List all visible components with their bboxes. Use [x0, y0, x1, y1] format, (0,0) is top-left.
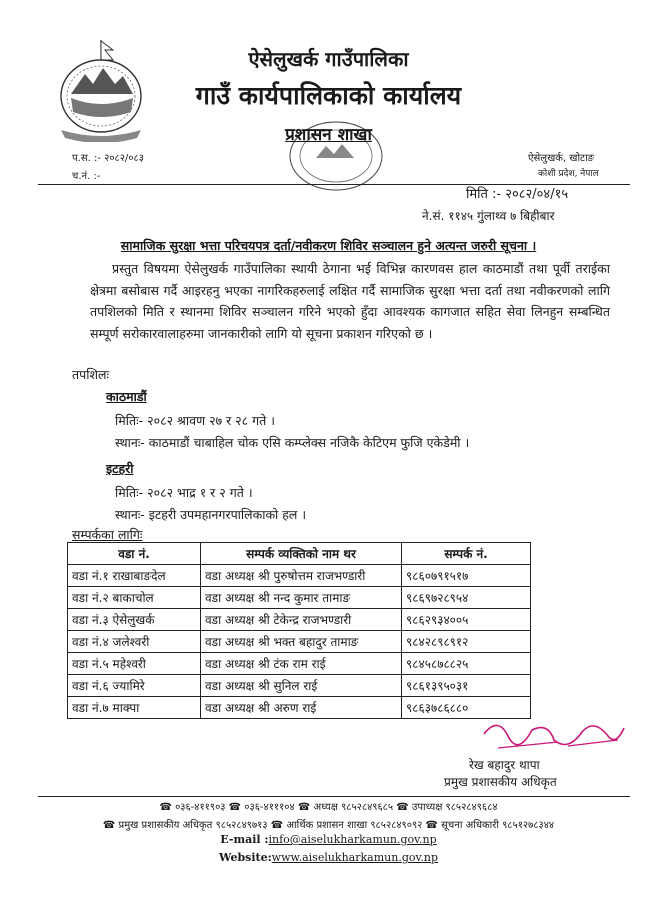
column-header-ward: वडा नं.: [68, 543, 201, 565]
ward-cell: वडा नं.५ महेश्वरी: [68, 653, 201, 675]
signatory-title: प्रमुख प्रशासकीय अधिकृत: [444, 775, 557, 789]
signatory-name: रेख बहादुर थापा: [469, 758, 540, 772]
location-1-date: मितिः- २०८२ श्रावण २७ र २८ गते ।: [115, 413, 276, 428]
person-cell: वडा अध्यक्ष श्री पुरुषोत्तम राजभण्डारी: [201, 565, 402, 587]
person-cell: वडा अध्यक्ष श्री नन्द कुमार तामाङ: [201, 587, 402, 609]
person-cell: वडा अध्यक्ष श्री भक्त बहादुर तामाङ: [201, 631, 402, 653]
ward-cell: वडा नं.३ ऐसेलुखर्क: [68, 609, 201, 631]
table-row: [68, 631, 531, 653]
table-row: [68, 653, 531, 675]
phone-cell: ९८४२८९८९१२: [402, 631, 531, 653]
email-label: E-mail :: [220, 833, 269, 846]
nepal-sambat-date: ने.सं. ११४५ गुंलाथ्व ७ बिहीबार: [422, 209, 555, 223]
notice-subject: [0, 237, 657, 254]
municipality-name: ऐसेलुखर्क गाउँपालिका: [248, 47, 409, 71]
phone-cell: ९८४५८७८८२५: [402, 653, 531, 675]
branch-name: प्रशासन शाखा: [285, 125, 372, 145]
body-text: प्रस्तुत विषयमा ऐसेलुखर्क गाउँपालिका स्थायी ठेगाना भई विभिन्न कारणवस हाल काठमाडौं तथा पूर्वी तराईका क्षेत्रमा बसोबास गर्दै आइरहनु भएका नागरिकहरुलाई लक्षित गर्दै सामाजिक सुरक्षा भत्ता दर्ता तथा नवीकरणको लागि तपशिलको मिति र स्थानमा शिविर सञ्चालन गरिने भएको हुँदा आवश्यक कागजात सहित सेवा लिनहुन सम्बन्धित सम्पूर्ण सरोकारवालाहरुमा जानकारीको लागि यो सूचना प्रकाशन गरिएको छ ।: [90, 261, 610, 341]
subject-text: सामाजिक सुरक्षा भत्ता परिचयपत्र दर्ता/नवीकरण शिविर सञ्चालन हुने अत्यन्त जरुरी सूचना ।: [120, 238, 537, 253]
ward-cell: वडा नं.४ जलेश्वरी: [68, 631, 201, 653]
phone-cell: ९८६९७२८९५४: [402, 587, 531, 609]
ward-cell: वडा नं.१ राखाबाङदेल: [68, 565, 201, 587]
person-cell: वडा अध्यक्ष श्री सुनिल राई: [201, 675, 402, 697]
ward-cell: वडा नं.७ माक्पा: [68, 697, 201, 719]
website-link[interactable]: www.aiselukharkamun.gov.np: [271, 851, 439, 864]
table-row: [68, 675, 531, 697]
table-header-row: [68, 543, 531, 565]
footer-email: [0, 833, 657, 846]
table-row: [68, 587, 531, 609]
table-row: [68, 565, 531, 587]
table-row: [68, 697, 531, 719]
document-date: मिति :- २०८२/०४/१५: [466, 187, 569, 202]
phone-cell: ९८६०७९१५१७: [402, 565, 531, 587]
phone-cell: ९८६१३९५०३१: [402, 675, 531, 697]
office-name: गाउँ कार्यपालिकाको कार्यालय: [195, 81, 462, 110]
column-header-contact-number: सम्पर्क नं.: [402, 543, 531, 565]
ward-cell: वडा नं.२ बाकाचोल: [68, 587, 201, 609]
details-label: तपशिलः: [72, 367, 109, 382]
website-label: Website:: [218, 851, 272, 864]
contact-label: सम्पर्कका लागिः: [72, 527, 143, 542]
contact-table: [67, 542, 531, 719]
notice-body: [90, 258, 610, 344]
email-link[interactable]: info@aiselukharkamun.gov.np: [268, 833, 437, 846]
location-2-place: स्थानः- इटहरी उपमहानगरपालिकाको हल ।: [115, 507, 307, 522]
footer-website: [0, 851, 657, 864]
footer-divider: [38, 796, 630, 797]
phone-cell: ९८६२९३४००५: [402, 609, 531, 631]
ward-cell: वडा नं.६ ज्यामिरे: [68, 675, 201, 697]
dispatch-number: च.नं. :-: [72, 171, 101, 182]
person-cell: वडा अध्यक्ष श्री टंक राम राई: [201, 653, 402, 675]
location-2-name: इटहरी: [106, 461, 134, 476]
column-header-contact-person: सम्पर्क व्यक्तिको नाम थर: [201, 543, 402, 565]
phone-cell: ९८६३७८६८८०: [402, 697, 531, 719]
person-cell: वडा अध्यक्ष श्री अरुण राई: [201, 697, 402, 719]
address-line-1: ऐसेलुखर्क, खोटाङ: [528, 153, 595, 164]
location-1-name: काठमाडौं: [106, 389, 147, 404]
location-1-place: स्थानः- काठमाडौं चाबाहिल चोक एसि कम्प्लेक्स नजिकै केटिएम फुजि एकेडेमी ।: [115, 435, 470, 450]
reference-number: प.स. :- २०८२/०८३: [72, 153, 144, 164]
footer-phones-1: ☎ ०३६-४११९०३ ☎ ०३६-४१११०४ ☎ अध्यक्ष ९८५२८४९६८५ ☎ उपाध्यक्ष ९८५२८४९६८४: [159, 802, 498, 813]
location-2-date: मितिः- २०८२ भाद्र १ र २ गते ।: [115, 485, 253, 500]
handwritten-signature: [478, 712, 628, 762]
footer-phones-2: ☎ प्रमुख प्रशासकीय अधिकृत ९८५२८४९७१३ ☎ आर्थिक प्रशासन शाखा ९८५२८४९०९२ ☎ सूचना अधिकारी ९८५१२७८३४४: [102, 820, 555, 831]
table-row: [68, 609, 531, 631]
address-line-2: कोशी प्रदेश, नेपाल: [538, 169, 599, 179]
person-cell: वडा अध्यक्ष श्री टेकेन्द्र राजभण्डारी: [201, 609, 402, 631]
